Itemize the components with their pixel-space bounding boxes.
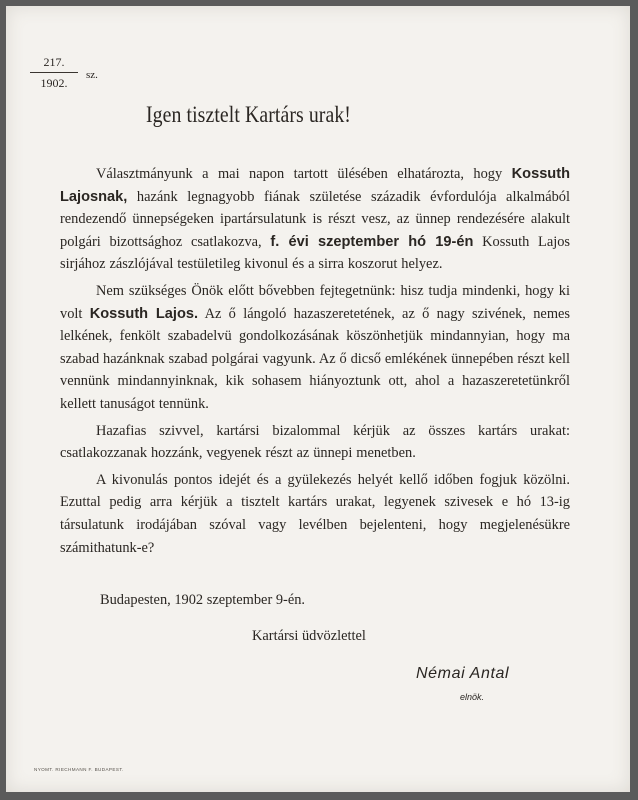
reference-number xyxy=(30,55,98,90)
letter-page xyxy=(6,6,630,792)
reference-divider xyxy=(30,72,78,73)
place-and-date: Budapesten, 1902 szeptember 9-én. xyxy=(100,592,306,608)
signature-name: Némai Antal xyxy=(416,665,510,682)
paragraph-2-text-b: Az ő lángoló hazaszeretetének, az ő nagy szivének, nemes lelkének, fenkölt szabadelvü gondolkozásának köszönhetjük mindannyian, hogy ma szabad hazánknak szabad polgárai vagyunk. Az ő dicső emlékének ünnepében részt kell vennünk mindannyinknak, kik sohasem hiányoztunk ott, ahol a hazaszeretetünkről kellett tanuságot tennünk. xyxy=(60,305,570,412)
paragraph-1-text-b: hazánk legnagyobb fiának születése századik évfordulója alkalmából rendezendő ünnepségeken ipartársulatunk is részt vesz, az ünnep rendezésére alakult polgári bizottsághoz csatlakozva, xyxy=(60,188,570,250)
paragraph-1-bold-date: f. évi szeptember hó 19-én xyxy=(270,233,474,250)
letter-body xyxy=(60,163,570,559)
reference-number-value: 217. xyxy=(43,55,65,69)
paragraph-1-text-a: Választmányunk a mai napon tartott ülésében elhatározta, hogy xyxy=(96,166,503,182)
printer-imprint: NYOMT. RIECHMANN F. BUDAPEST. xyxy=(34,767,124,772)
salutation-heading: Igen tisztelt Kartárs urak! xyxy=(146,102,351,127)
paragraph-2-text-a: Nem szükséges Önök előtt bővebben fejtegetnünk: hisz tudja mindenki, hogy ki volt xyxy=(60,282,570,322)
reference-year: 1902. xyxy=(40,76,68,90)
paragraph-2 xyxy=(60,280,570,416)
paragraph-1-bold-name: Kossuth Lajosnak, xyxy=(60,166,570,205)
signature-role: elnök. xyxy=(460,692,485,702)
paragraph-4: A kivonulás pontos idejét és a gyülekezés helyét kellő időben fogjuk közölni. Ezuttal pedig arra kérjük a tisztelt kartárs urakat, legyenek szivesek e hó 13-ig társulatunk irodájában szóval vagy levélben bejelenteni, hogy megjelenésükre számithatunk-e? xyxy=(60,471,570,556)
paragraph-3: Hazafias szivvel, kartársi bizalommal kérjük az összes kartárs urakat: csatlakozzanak hozzánk, vegyenek részt az ünnepi menetben. xyxy=(60,422,570,462)
reference-suffix: sz. xyxy=(86,69,98,81)
paragraph-1-text-c: Kossuth Lajos sirjához zászlójával testületileg kivonul és a sirra koszorut helyez. xyxy=(60,233,570,273)
closing-greeting: Kartársi üdvözlettel xyxy=(252,628,366,644)
paragraph-2-bold-name: Kossuth Lajos. xyxy=(89,305,199,322)
paragraph-1 xyxy=(60,163,570,276)
